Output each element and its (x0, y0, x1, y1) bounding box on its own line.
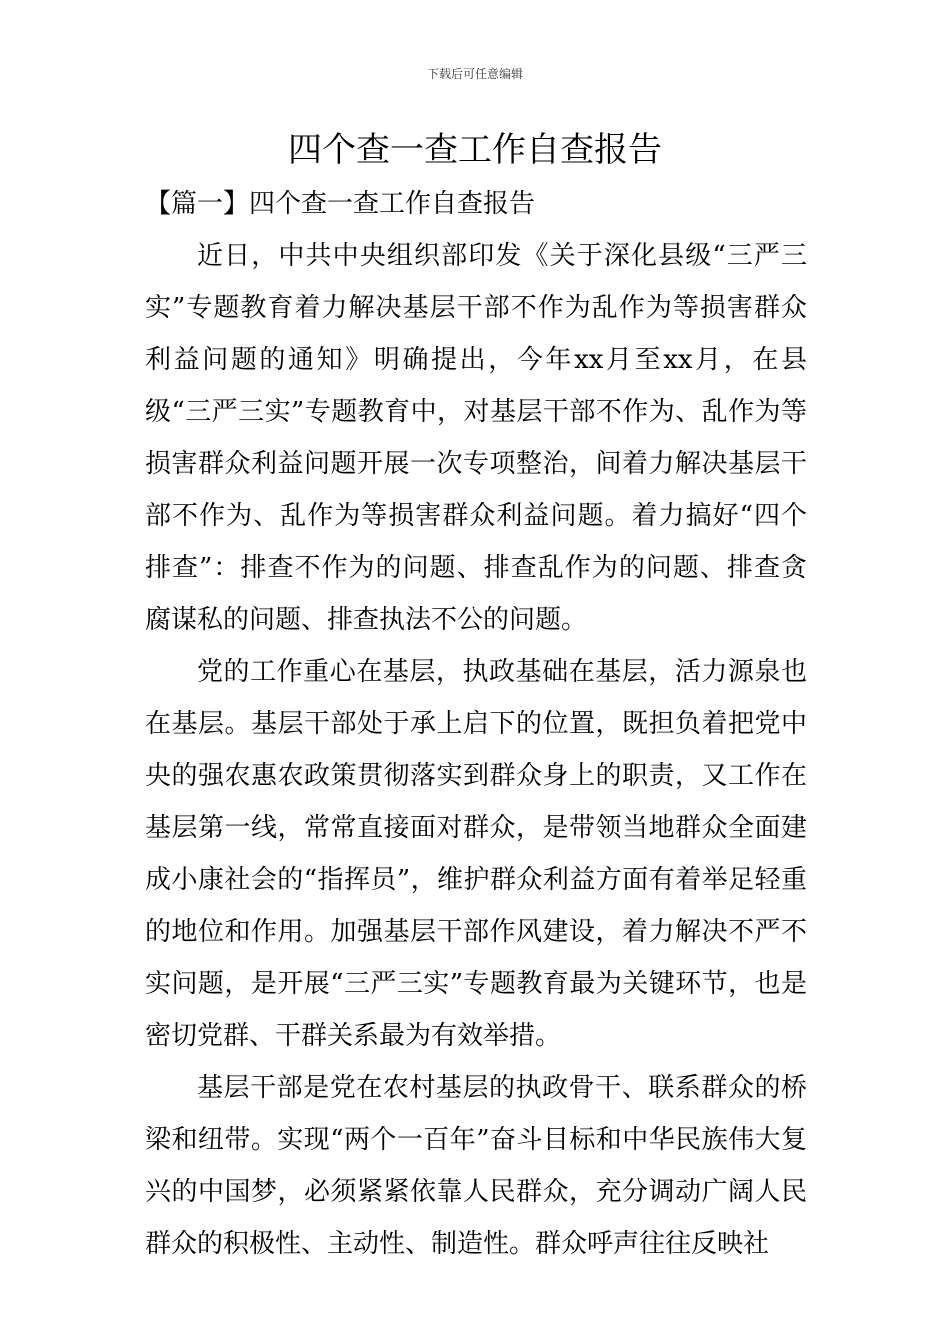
section-heading: 【篇一】四个查一查工作自查报告 (145, 189, 536, 219)
paragraph-3: 基层干部是党在农村基层的执政骨干、联系群众的桥梁和纽带。实现“两个一百年”奋斗目标和中华民族伟大复兴的中国梦，必须紧紧依靠人民群众，充分调动广阔人民群众的积极性、主动性、制造性。群众呼声往往反映社 (145, 1073, 807, 1259)
paragraph-2: 党的工作重心在基层，执政基础在基层，活力源泉也在基层。基层干部处于承上启下的位置，既担负着把党中央的强农惠农政策贯彻落实到群众身上的职责，又工作在基层第一线，常常直接面对群众，是带领当地群众全面建成小康社会的“指挥员”，维护群众利益方面有着举足轻重的地位和作用。加强基层干部作风建设，着力解决不严不实问题，是开展“三严三实”专题教育最为关键环节，也是密切党群、干群关系最为有效举措。 (145, 657, 807, 1051)
document-title: 四个查一查工作自查报告 (288, 130, 662, 170)
paragraph-1: 近日，中共中央组织部印发《关于深化县级“三严三实”专题教育着力解决基层干部不作为乱作为等损害群众利益问题的通知》明确提出，今年xx月至xx月，在县级“三严三实”专题教育中，对基层干部不作为、乱作为等损害群众利益问题开展一次专项整治，间着力解决基层干部不作为、乱作为等损害群众利益问题。着力搞好“四个排查”：排查不作为的问题、排查乱作为的问题、排查贪腐谋私的问题、排查执法不公的问题。 (145, 241, 807, 635)
document-body (145, 178, 807, 1270)
header-note: 下载后可任意编辑 (426, 67, 523, 81)
